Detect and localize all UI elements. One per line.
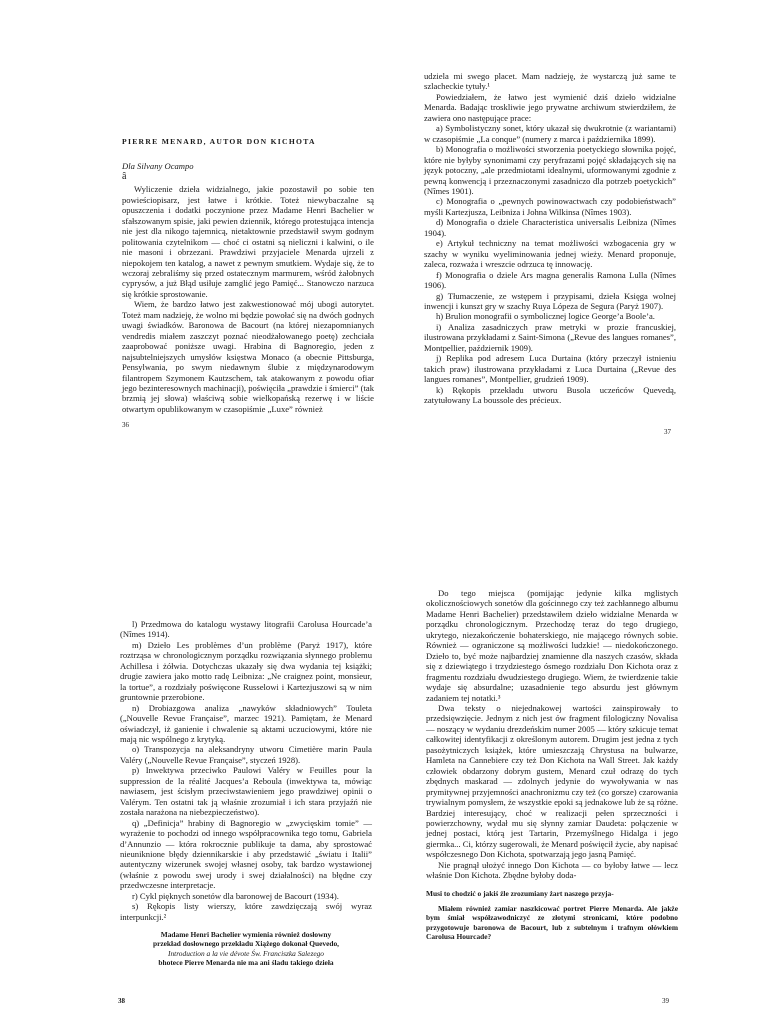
footnote-line: przekład dosłownego przekładu Xiążego dokonał Quevedo,: [152, 939, 339, 949]
story-title: PIERRE MENARD, AUTOR DON KICHOTA: [122, 137, 316, 146]
page-37: [424, 71, 676, 406]
work-item-i: i) Analiza zasadniczych praw metryki w prozie francuskiej, ilustrowana przykładami z Saint-Simona („Revue des langues romanes”, Montpellier, październik 1909).: [424, 321, 676, 353]
work-item-g: g) Tłumaczenie, ze wstępem i przypisami, dzieła Księga wolnej inwencji i kunszt gry w szachy Ruya Lópeza de Segura (Paryż 1907).: [424, 290, 676, 311]
page-number-37: 37: [664, 428, 671, 436]
work-item-b: b) Monografia o możliwości stworzenia poetyckiego słownika pojęć, które nie byłyby synonimami czy peryfrazami pojęć składających się na język potoczny, „ale przedmiotami idealnymi, uformowanymi zgodnie z pewną konwencją i przeznaczonymi zasadniczo dla potrzeb poetyckich” (Nîmes 1901).: [424, 144, 676, 196]
work-item-c: c) Monografia o „pewnych powinowactwach czy podobieństwach” myśli Kartezjusza, Leibniza i Johna Wilkinsa (Nîmes 1903).: [424, 196, 676, 217]
work-item-r: r) Cykl pięknych sonetów dla baronowej de Bacourt (1934).: [132, 890, 339, 901]
intro-paragraph: Powiedziałem, że łatwo jest wymienić dziś dzieło widzialne Menarda. Badając troskliwie jego prywatne archiwum stwierdziłem, że zawiera ono następujące prace:: [424, 91, 676, 123]
page-number-36: 36: [122, 421, 129, 429]
work-item-f: f) Monografia o dziele Ars magna generalis Ramona Lulla (Nîmes 1906).: [424, 269, 676, 291]
work-item-m: m) Dzieło Les problèmes d’un problème (Paryż 1917), które roztrząsa w chronologicznym porządku rozwiązania słynnego problemu Achillesa i żółwia. Dotychczas ukazały się dwa wydania tej książki; drugie zawiera jako motto radę Leibniza: „Ne craignez point, monsieur, la tortue”, a rozdziały poświęcone Russelowi i Kartezjuszowi są w nim gruntownie przerobione.: [120, 639, 372, 703]
work-item-p: p) Inwektywa przeciwko Paulowi Valéry w Feuilles pour la suppression de la réalité Jacques’a Reboula (inwektywa ta, mówiąc nawiasem, jest ścisłym przeciwstawieniem jego prawdziwej opinii o Valérym. Ten ostatni tak ją właśnie zrozumiał i ich stara przyjaźń nie została narażona na niebezpieczeństwo).: [120, 765, 372, 818]
footnote-38: [120, 930, 372, 967]
page-38: [120, 619, 372, 967]
work-item-d: d) Monografia o dziele Characteristica universalis Leibniza (Nîmes 1904).: [424, 217, 676, 238]
page-39: [426, 588, 678, 941]
work-item-k: k) Rękopis przekładu utworu Busola uczeńców Quevedą, zatytułowany La boussole des précieux.: [424, 384, 676, 406]
footnote-line: Madame Henri Bachelier wymienia również dosłowny: [160, 930, 332, 940]
ornament-glyph: â: [122, 170, 127, 182]
intro-line: udziela mi swego placet. Mam nadzieję, że wystarczą już same te szlacheckie tytuły.¹: [424, 71, 676, 92]
work-item-n: n) Drobiazgowa analiza „nawyków składniowych” Touleta („Nouvelle Revue Française”, marzec 1921). Pamiętam, że Menard oświadczył, iż ganienie i chwalenie są aktami uczuciowymi, które nie mają nic wspólnego z krytyką.: [120, 702, 372, 744]
paragraph-1: Wyliczenie dzieła widzialnego, jakie pozostawił po sobie ten powieściopisarz, jest łatwe i krótkie. Toteż niewybaczalne są opuszczenia i dodatki poczynione przez Madame Henri Bachelier w sfałszowanym spisie, jaki pewien dziennik, którego protestująca intencja nie jest dla nikogo tajemnicą, nietaktownie przedstawił swym godnym politowania czytelnikom — choć ci ostatni są nieliczni i kalwini, o ile nie masoni i obrzezani. Prawdziwi przyjaciele Menarda ujrzeli z niepokojem ten katalog, a nawet z pewnym smutkiem. Wydaje się, że to wczoraj zebraliśmy się przed ostatecznym marmurem, wśród żałobnych cyprysów, a już Błąd usiłuje zamglić jego Pamięć... Stanowczo narzuca się krótkie sprostowanie.: [122, 184, 374, 299]
page-36: [122, 137, 374, 414]
paragraph-2: Wiem, że bardzo łatwo jest zakwestionować mój ubogi autorytet. Toteż mam nadzieję, że wolno mi będzie powołać się na dwóch godnych uwagi świadków. Baronowa de Bacourt (na której niezapomnianych vendredis miałem zaszczyt poznać nieodżałowanego poetę) zechciała zaaprobować poniższe uwagi. Hrabina di Bagnoregio, jeden z najsubtelniejszych umysłów księstwa Monaco (a obecnie Pittsburga, Pensylwania, po swym niedawnym ślubie z międzynarodowym filantropem Szymonem Kautzschem, tak atakowanym z powodu ofiar jego bezinteresownych machinacji), poświęciła „prawdzie i śmierci” (tak brzmią jej słowa) właściwą sobie wielkopańską rezerwę i w liście otwartym opublikowanym w czasopiśmie „Luxe” również: [122, 299, 374, 414]
footnote-line: Introduction a la vie dévote Św. Franciszka Salezego: [168, 948, 324, 958]
page-number-38: 38: [118, 997, 125, 1005]
work-item-o: o) Transpozycja na aleksandryny utworu Cimetière marin Paula Valéry („Nouvelle Revue Française”, styczeń 1928).: [120, 744, 372, 765]
work-item-s: s) Rękopis listy wierszy, które zawdzięczają swój wyraz interpunkcji.²: [120, 901, 372, 922]
footnote-top: Musi to chodzić o jakiś źle zrozumiany żart naszego przyja-: [426, 888, 614, 898]
page-number-39: 39: [662, 997, 669, 1005]
work-item-l: l) Przedmowa do katalogu wystawy litografii Carolusa Hourcade’a (Nîmes 1914).: [120, 619, 372, 640]
work-item-a: a) Symbolistyczny sonet, który ukazał się dwukrotnie (z wariantami) w czasopiśmie „La conque” (numery z marca i października 1899).: [424, 123, 676, 144]
paragraph-2: Dwa teksty o niejednakowej wartości zainspirowały to przedsięwzięcie. Jednym z nich jest ów fragment filologiczny Novalisa — noszący w wydaniu drezdeńskim numer 2005 — który szkicuje temat całkowitej identyfikacji z określonym autorem. Drugim jest jedna z tych pasożytniczych książek, które umieszczają Chrystusa na bulwarze, Hamleta na Cannebiere czy też Don Kichota na Wall Street. Jak każdy człowiek obdarzony dobrym gustem, Menard czuł odrazę do tych zbędnych maskarad — zdolnych jedynie do wywoływania w nas prymitywnej przyjemności anachronizmu czy też (co gorsze) czarowania trywialnym pomysłem, że wszystkie epoki są jednakowe lub że są różne. Bardziej interesujący, choć w realizacji pełen sprzeczności i powierzchowny, wydał mu się słynny zamiar Daudeta: połączenie w jednej postaci, którą jest Tartarin, Przemyślnego Hidalga i jego giermka... Ci, którzy sugerowali, że Menard poświęcił życie, aby napisać współczesnego Don Kichota, spotwarzają jego jasną Pamięć.: [426, 702, 678, 860]
work-item-j: j) Replika pod adresem Luca Durtaina (który przeczył istnieniu takich praw) ilustrowana przykładami z Luca Durtaina („Revue des langues romanes”, Montpellier, grudzień 1909).: [424, 353, 676, 385]
paragraph-3: Nie pragnął ułożyć innego Don Kichota — co byłoby łatwe — lecz właśnie Don Kichota. Zbędne byłoby doda-: [426, 859, 678, 881]
work-item-h: h) Brulion monografii o symbolicznej logice George’a Boole’a.: [436, 311, 655, 322]
paragraph-1: Do tego miejsca (pomijając jedynie kilka mglistych okolicznościowych sonetów dla gościnnego czy też zachłannego albumu Madame Henri Bachelier) przedstawiłem dzieło widzialne Menarda w porządku chronologicznym. Przechodzę teraz do tego drugiego, ukrytego, niezakończenie bohaterskiego, nie mającego równych sobie. Również — ograniczone są możliwości ludzkie! — niedokończonego. Dzieło to, być może najbardziej znamienne dla naszych czasów, składa się z dziewiątego i trzydziestego ósmego rozdziału Don Kichota oraz z fragmentu rozdziału dwudziestego drugiego. Wiem, że twierdzenie takie wydaje się absurdalne; uzasadnienie tego absurdu jest głównym zadaniem tej notatki.³: [426, 588, 678, 703]
footnote-line: bhotece Pierre Menarda nie ma ani śladu takiego dzieła: [158, 958, 334, 968]
work-item-q: q) „Definicja” hrabiny di Bagnoregio w „zwycięskim tomie” — wyrażenie to pochodzi od innego współpracownika tego tomu, Gabriela d’Annunzio — która rokrocznie publikuje ta dama, aby sprostować nieuniknione błędy dziennikarskie i aby przedstawić „światu i Italii” autentyczny wizerunek swojej własnej osoby, tak bardzo wystawionej (właśnie z powodu swej urody i swej działalności) na błędne czy przedwczesne interpretacje.: [120, 817, 372, 891]
footnote-1: Miałem również zamiar naszkicować portret Pierre Menarda. Ale jakże bym śmiał współzawodniczyć ze złotymi stronicami, które podobno przygotowuje baronowa de Bacourt, lub z subtelnym i trafnym ołówkiem Carolusa Hourcade?: [426, 903, 678, 941]
dedication: Dla Silvany Ocampo: [122, 161, 194, 172]
work-item-e: e) Artykuł techniczny na temat możliwości wzbogacenia gry w szachy w wyniku wyeliminowania jednej wieży. Menard proponuje, zaleca, rozważa i wreszcie odrzuca tę innowację.: [424, 238, 676, 270]
